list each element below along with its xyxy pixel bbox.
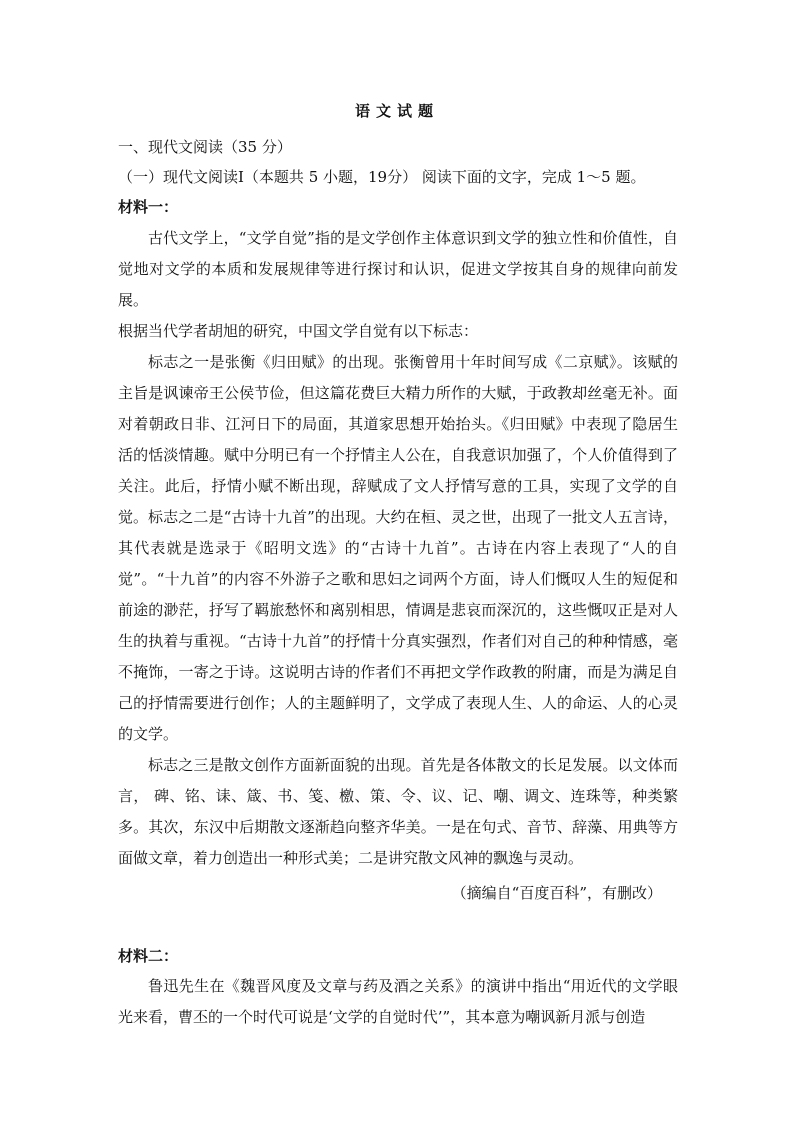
subsection-heading: （一）现代文阅读Ⅰ（本题共 5 小题，19分） 阅读下面的文字，完成 1～5 题。 — [118, 168, 646, 186]
material1-source: （摘编自“百度百科”，有删改） — [451, 884, 662, 902]
material1-paragraph-1: 古代文学上，“文学自觉”指的是文学创作主体意识到文学的独立性和价值性，自觉地对文学的本质和发展规律等进行探讨和认识，促进文学按其自身的规律向前发展。 — [118, 229, 678, 309]
material1-paragraph-5: 标志之三是散文创作方面新面貌的出现。首先是各体散文的长足发展。以文体而言， 碑、铭、诔、箴、书、笺、檄、策、令、议、记、嘲、调文、连珠等，种类繁多。其次，东汉中后期散文逐渐趋向整齐华美。一是在句式、音节、辞藻、用典等方面做文章，着力创造出一种形式美；二是讲究散文风神的飘逸与灵动。 — [118, 756, 678, 867]
section-heading: 一、现代文阅读（35 分） — [118, 138, 292, 156]
material1-paragraph-2: 根据当代学者胡旭的研究，中国文学自觉有以下标志： — [118, 322, 479, 340]
material1-heading: 材料一： — [118, 198, 179, 216]
material2-heading: 材料二： — [118, 947, 179, 965]
exam-title: 语文试题 — [354, 102, 439, 120]
material1-paragraph-4: 标志之二是“古诗十九首”的出现。大约在桓、灵之世，出现了一批文人五言诗，其代表就是选录于《昭明文选》的“古诗十九首”。古诗在内容上表现了“人的自觉”。“十九首”的内容不外游子之歌和思妇之词两个方面，诗人们慨叹人生的短促和前途的渺茫，抒写了羁旅愁怀和离别相思，情调是悲哀而深沉的，这些慨叹正是对人生的执着与重视。“古诗十九首”的抒情十分真实强烈，作者们对自己的种种情感，毫不掩饰，一寄之于诗。这说明古诗的作者们不再把文学作政教的附庸，而是为满足自己的抒情需要进行创作；人的主题鲜明了，文学成了表现人生、人的命运、人的心灵的文学。 — [118, 508, 678, 743]
material1-paragraph-3: 标志之一是张衡《归田赋》的出现。张衡曾用十年时间写成《二京赋》。该赋的主旨是讽谏帝王公侯节俭，但这篇花费巨大精力所作的大赋，于政教却丝毫无补。面对着朝政日非、江河日下的局面，其道家思想开始抬头。《归田赋》中表现了隐居生活的恬淡情趣。赋中分明已有一个抒情主人公在，自我意识加强了，个人价值得到了关注。此后，抒情小赋不断出现，辞赋成了文人抒情写意的工具，实现了文学的自觉。 — [118, 353, 678, 526]
material2-paragraph-1: 鲁迅先生在《魏晋风度及文章与药及酒之关系》的演讲中指出“用近代的文学眼光来看，曹丕的一个时代可说是‘文学的自觉时代’”，其本意为嘲讽新月派与创造 — [118, 977, 678, 1026]
